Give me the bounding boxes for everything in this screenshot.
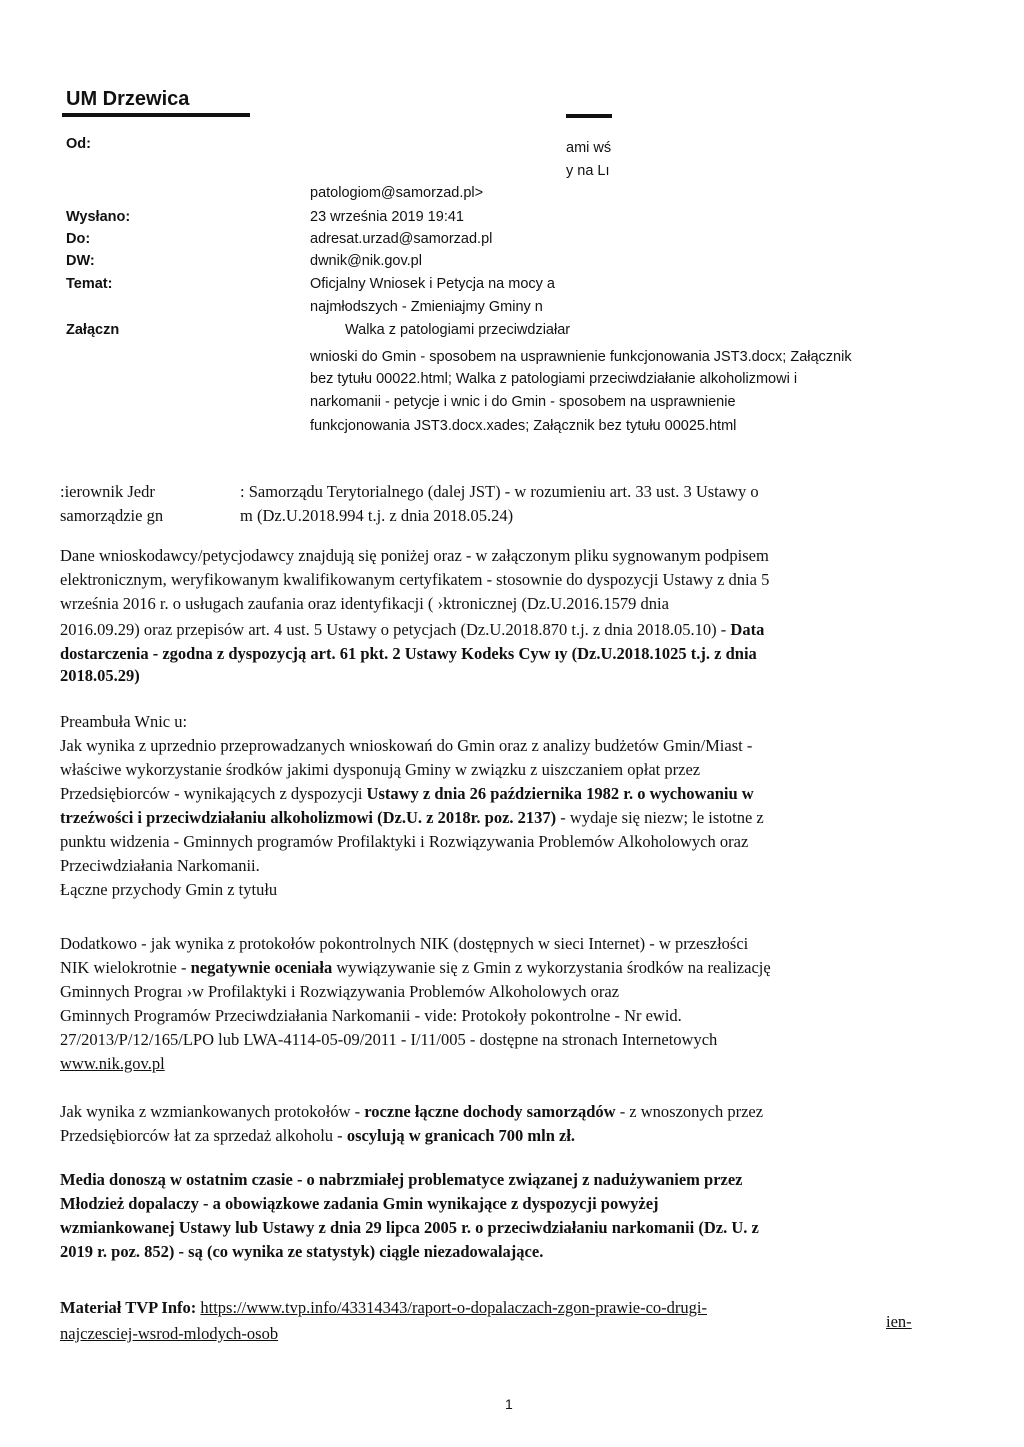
paragraph-2-line-5: punktu widzenia - Gminnych programów Profilaktyki i Rozwiązywania Problemów Alkoholowych oraz <box>60 832 749 851</box>
tvp-link-fragment[interactable]: ien- <box>886 1312 912 1331</box>
header-rule-short <box>566 114 612 118</box>
attachments-label: Załączn <box>66 322 120 338</box>
paragraph-2-line-1: Jak wynika z uprzednio przeprowadzanych wnioskowań do Gmin oraz z analizy budżetów Gmin/Miast - <box>60 736 753 755</box>
p1-line-4-bold: Data <box>730 620 765 639</box>
preamble-title: Preambuła Wnic u: <box>60 712 188 731</box>
attachment-line-1[interactable]: Walka z patologiami przeciwdziałar <box>345 322 571 338</box>
p3-line-2-text-c: wywiązywanie się z Gmin z wykorzystania środków na realizację <box>332 958 771 977</box>
p4-line-1-text: Jak wynika z wzmiankowanych protokołów - <box>60 1102 365 1121</box>
paragraph-5-line-3: wzmiankowanej Ustawy lub Ustawy z dnia 29 lipca 2005 r. o przeciwdziałaniu narkomanii (Dz. U. z <box>60 1218 759 1237</box>
subject-line-2: najmłodszych - Zmieniajmy Gminy n <box>310 299 543 315</box>
p3-line-2-bold: negatywnie oceniała <box>190 958 333 977</box>
sent-label: Wysłano: <box>66 209 131 225</box>
paragraph-3-line-4: Gminnych Programów Przeciwdziałania Narkomanii - vide: Protokoły pokontrolne - Nr ewid. <box>60 1006 682 1025</box>
addressee-line-1a: :ierownik Jedr <box>60 482 155 501</box>
p3-line-2-text-a: NIK wielokrotnie - <box>60 958 191 977</box>
paragraph-2-line-2: właściwe wykorzystanie środków jakimi dysponują Gminy w związku z uiszczaniem opłat przez <box>60 760 701 779</box>
tvp-link-line-2[interactable]: najczesciej-wsrod-mlodych-osob <box>60 1324 279 1343</box>
attachment-line-3[interactable]: bez tytułu 00022.html; Walka z patologiami przeciwdziałanie alkoholizmowi i <box>310 371 798 387</box>
tvp-line-1 <box>60 1298 707 1318</box>
from-fragment-2: y na Lı <box>566 163 610 179</box>
p4-line-2-text: Przedsiębiorców łat za sprzedaż alkoholu - <box>60 1126 347 1145</box>
p2-line-4-text: - wydaje się niezw; le istotne z <box>556 808 764 827</box>
header-rule <box>62 113 250 117</box>
paragraph-3-line-2 <box>60 958 771 978</box>
paragraph-1-line-5: dostarczenia - zgodna z dyspozycją art. 61 pkt. 2 Ustawy Kodeks Cyw ıy (Dz.U.2018.1025 t.j. z dnia <box>60 644 757 663</box>
page-number: 1 <box>505 1396 513 1412</box>
p4-line-2-bold: oscylują w granicach 700 mln zł. <box>346 1126 576 1145</box>
paragraph-4-line-1 <box>60 1102 763 1122</box>
p2-line-3-text: Przedsiębiorców - wynikających z dyspozycji <box>60 784 367 803</box>
paragraph-2-line-7: Łączne przychody Gmin z tytułu <box>60 880 278 899</box>
paragraph-5-line-4: 2019 r. poz. 852) - są (co wynika ze statystyk) ciągle niezadowalające. <box>60 1242 544 1261</box>
paragraph-2-line-4 <box>60 808 764 828</box>
attachment-line-4[interactable]: narkomanii - petycje i wnic i do Gmin - sposobem na usprawnienie <box>310 394 736 410</box>
to-value[interactable]: adresat.urzad@samorzad.pl <box>310 231 493 247</box>
sent-value: 23 września 2019 19:41 <box>310 209 464 225</box>
from-fragment-1: ami wś <box>566 140 612 156</box>
tvp-link[interactable]: https://www.tvp.info/43314343/raport-o-dopalaczach-zgon-prawie-co-drugi- <box>200 1298 707 1317</box>
p1-line-4-text: 2016.09.29) oraz przepisów art. 4 ust. 5 Ustawy o petycjach (Dz.U.2018.870 t.j. z dnia 2018.05.10) - <box>60 620 731 639</box>
p2-line-4-bold: trzeźwości i przeciwdziałaniu alkoholizmowi (Dz.U. z 2018r. poz. 2137) <box>60 808 557 827</box>
from-label: Od: <box>66 136 91 152</box>
addressee-line-2a: samorządzie gn <box>60 506 164 525</box>
paragraph-1-line-4 <box>60 620 764 640</box>
paragraph-5-line-1: Media donoszą w ostatnim czasie - o nabrzmiałej problematyce związanej z nadużywaniem przez <box>60 1170 743 1189</box>
p4-line-1-bold: roczne łączne dochody samorządów <box>364 1102 616 1121</box>
tvp-label: Materiał TVP Info: <box>60 1298 201 1317</box>
cc-value[interactable]: dwnik@nik.gov.pl <box>310 253 422 269</box>
paragraph-1-line-1: Dane wnioskodawcy/petycjodawcy znajdują się poniżej oraz - w załączonym pliku sygnowanym podpisem <box>60 546 769 565</box>
addressee-line-1b: : Samorządu Terytorialnego (dalej JST) - w rozumieniu art. 33 ust. 3 Ustawy o <box>240 482 759 501</box>
paragraph-2-line-3 <box>60 784 754 804</box>
paragraph-5-line-2: Młodzież dopalaczy - a obowiązkowe zadania Gmin wynikające z dyspozycji powyżej <box>60 1194 659 1213</box>
addressee-line-2b: m (Dz.U.2018.994 t.j. z dnia 2018.05.24) <box>240 506 514 525</box>
attachment-line-2[interactable]: wnioski do Gmin - sposobem na usprawnienie funkcjonowania JST3.docx; Załącznik <box>310 349 852 365</box>
paragraph-3-line-5: 27/2013/P/12/165/LPO lub LWA-4114-05-09/2011 - I/11/005 - dostępne na stronach Internetowych <box>60 1030 718 1049</box>
paragraph-3-line-1: Dodatkowo - jak wynika z protokołów pokontrolnych NIK (dostępnych w sieci Internet) - w przeszłości <box>60 934 749 953</box>
organization-name: UM Drzewica <box>66 88 190 110</box>
p4-line-1-text-c: - z wnoszonych przez <box>615 1102 764 1121</box>
paragraph-1-line-6: 2018.05.29) <box>60 666 140 685</box>
paragraph-4-line-2 <box>60 1126 575 1146</box>
from-email[interactable]: patologiom@samorzad.pl> <box>310 185 484 201</box>
paragraph-3-line-3: Gminnych Prograı ›w Profilaktyki i Rozwiązywania Problemów Alkoholowych oraz <box>60 982 620 1001</box>
subject-line-1: Oficjalny Wniosek i Petycja na mocy a <box>310 276 555 292</box>
p2-line-3-bold: Ustawy z dnia 26 października 1982 r. o wychowaniu w <box>366 784 754 803</box>
paragraph-1-line-3: września 2016 r. o usługach zaufania oraz identyfikacji ( ›ktronicznej (Dz.U.2016.1579 dnia <box>60 594 669 613</box>
paragraph-2-line-6: Przeciwdziałania Narkomanii. <box>60 856 260 875</box>
paragraph-1-line-2: elektronicznym, weryfikowanym kwalifikowanym certyfikatem - stosownie do dyspozycji Ustawy z dnia 5 <box>60 570 770 589</box>
subject-label: Temat: <box>66 276 113 292</box>
nik-link[interactable]: www.nik.gov.pl <box>60 1054 165 1073</box>
cc-label: DW: <box>66 253 95 269</box>
attachment-line-5[interactable]: funkcjonowania JST3.docx.xades; Załącznik bez tytułu 00025.html <box>310 418 737 434</box>
to-label: Do: <box>66 231 91 247</box>
